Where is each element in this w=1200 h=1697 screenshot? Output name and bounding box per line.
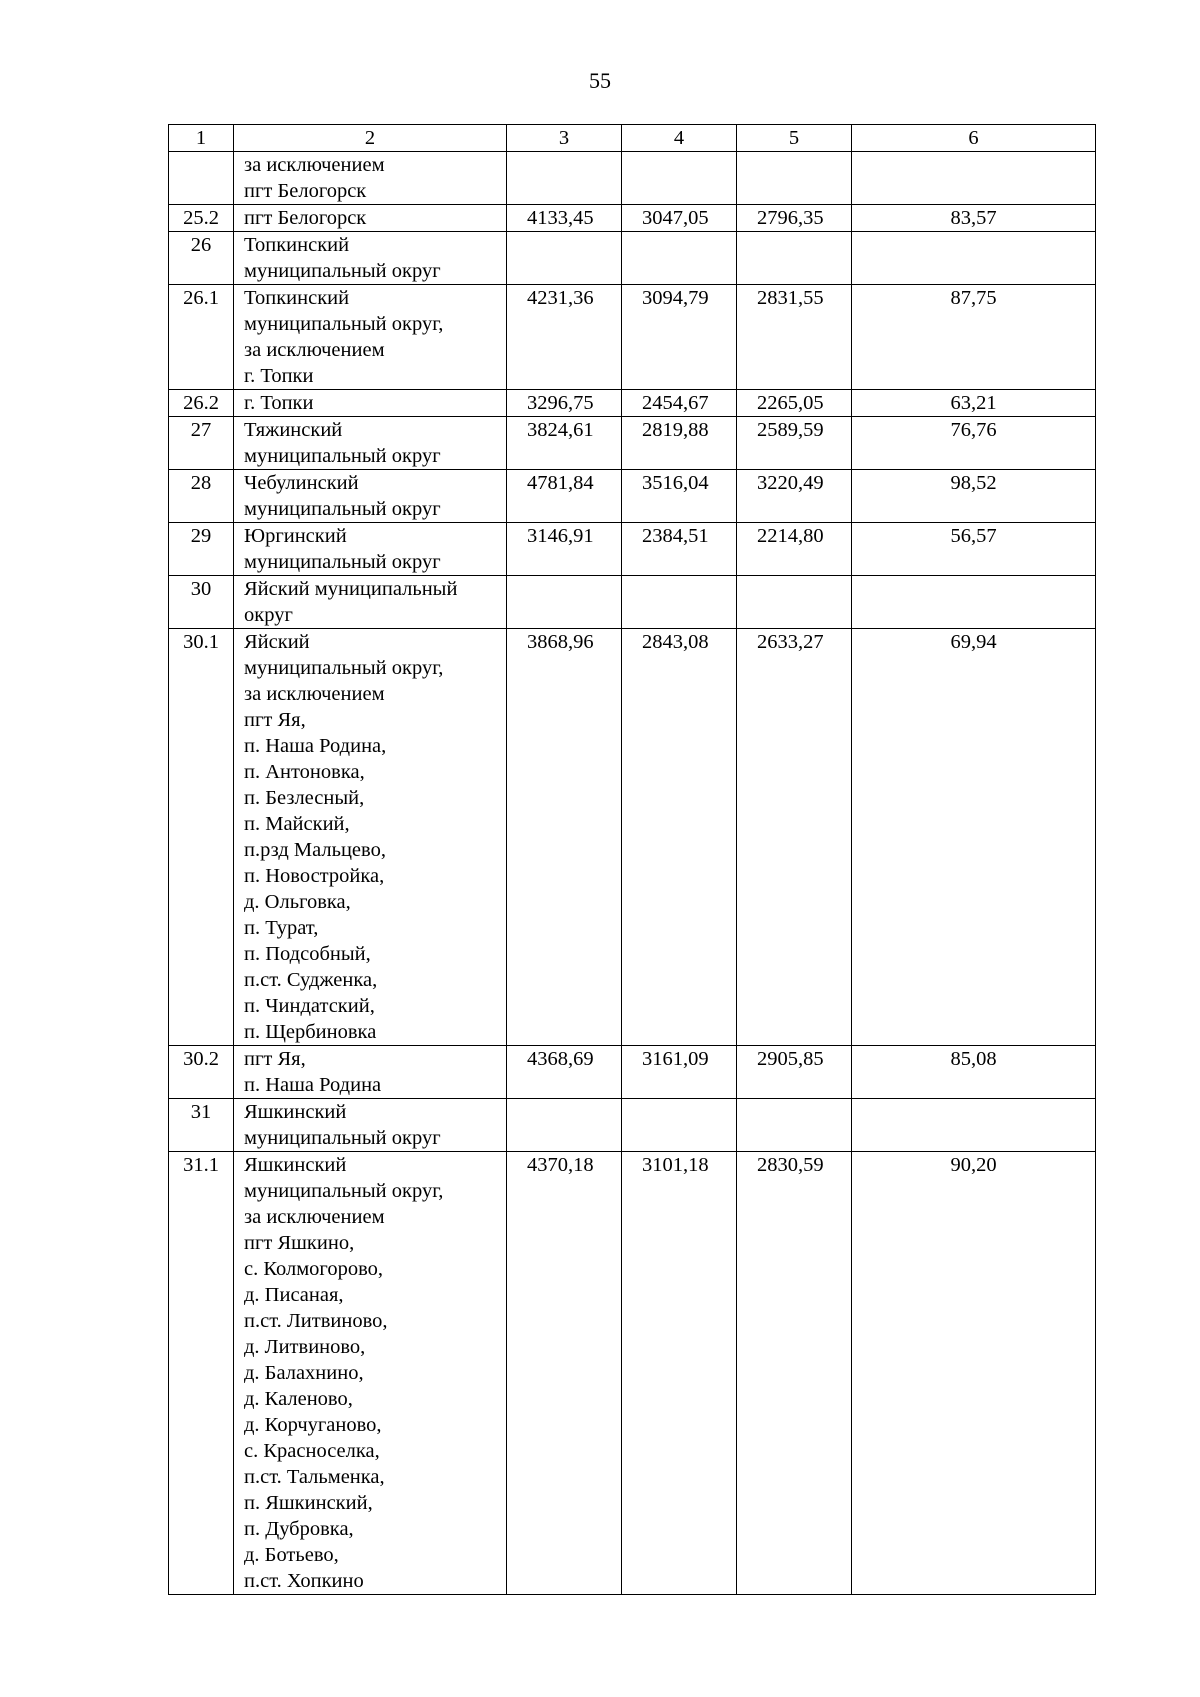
territory-name-line: п. Чиндатский, bbox=[244, 995, 375, 1017]
column-header-6: 6 bbox=[852, 125, 1096, 152]
territory-name-line: муниципальный округ bbox=[244, 445, 441, 467]
value-cell-4 bbox=[622, 1099, 737, 1152]
territory-name-cell bbox=[234, 152, 507, 205]
territory-name-line: п.рзд Мальцево, bbox=[244, 839, 386, 861]
value-cell-4: 3516,04 bbox=[622, 470, 737, 523]
territory-name-cell bbox=[234, 417, 507, 470]
value-cell-6: 69,94 bbox=[852, 629, 1096, 1046]
territory-name-line: за исключением bbox=[244, 339, 385, 361]
table-row bbox=[169, 232, 1096, 285]
territory-name-line: п. Майский, bbox=[244, 813, 350, 835]
value-cell-5: 2905,85 bbox=[737, 1046, 852, 1099]
value-cell-5: 2796,35 bbox=[737, 205, 852, 232]
territory-name-line: Топкинский bbox=[244, 234, 350, 256]
value-cell-4 bbox=[622, 152, 737, 205]
table-row bbox=[169, 390, 1096, 417]
value-cell-3: 3824,61 bbox=[507, 417, 622, 470]
territory-name-cell bbox=[234, 470, 507, 523]
row-number-cell: 26.2 bbox=[169, 390, 234, 417]
territory-name-line: п.ст. Литвиново, bbox=[244, 1310, 388, 1332]
value-cell-3 bbox=[507, 152, 622, 205]
territory-name-line: Чебулинский bbox=[244, 472, 359, 494]
territory-name-line: Топкинский bbox=[244, 287, 350, 309]
territory-name-line: пгт Белогорск bbox=[244, 180, 367, 202]
column-header-5: 5 bbox=[737, 125, 852, 152]
territory-name-line: округ bbox=[244, 604, 293, 626]
value-cell-3: 3146,91 bbox=[507, 523, 622, 576]
value-cell-3: 4781,84 bbox=[507, 470, 622, 523]
territory-name-cell bbox=[234, 205, 507, 232]
value-cell-4: 3101,18 bbox=[622, 1152, 737, 1595]
territory-name-line: за исключением bbox=[244, 683, 385, 705]
value-cell-6 bbox=[852, 1099, 1096, 1152]
territory-name-cell bbox=[234, 232, 507, 285]
value-cell-3 bbox=[507, 232, 622, 285]
value-cell-6: 76,76 bbox=[852, 417, 1096, 470]
territory-name-line: п. Наша Родина bbox=[244, 1074, 382, 1096]
column-header-1: 1 bbox=[169, 125, 234, 152]
value-cell-4: 2843,08 bbox=[622, 629, 737, 1046]
territory-name-cell bbox=[234, 576, 507, 629]
territory-name-line: Яйский bbox=[244, 631, 310, 653]
value-cell-6: 85,08 bbox=[852, 1046, 1096, 1099]
value-cell-6: 90,20 bbox=[852, 1152, 1096, 1595]
table-row bbox=[169, 152, 1096, 205]
territory-name-line: Яйский муниципальный bbox=[244, 578, 458, 600]
territory-name-line: д. Литвиново, bbox=[244, 1336, 366, 1358]
value-cell-5: 2589,59 bbox=[737, 417, 852, 470]
row-number-cell: 28 bbox=[169, 470, 234, 523]
territory-name-line: п. Щербиновка bbox=[244, 1021, 377, 1043]
table-row bbox=[169, 1099, 1096, 1152]
value-cell-6: 98,52 bbox=[852, 470, 1096, 523]
row-number-cell: 25.2 bbox=[169, 205, 234, 232]
territory-name-line: муниципальный округ, bbox=[244, 313, 444, 335]
territory-name-cell bbox=[234, 523, 507, 576]
value-cell-5: 2831,55 bbox=[737, 285, 852, 390]
column-header-4: 4 bbox=[622, 125, 737, 152]
value-cell-5 bbox=[737, 576, 852, 629]
table-row bbox=[169, 285, 1096, 390]
value-cell-3: 3296,75 bbox=[507, 390, 622, 417]
territory-name-line: муниципальный округ, bbox=[244, 657, 444, 679]
territory-name-line: д. Ольговка, bbox=[244, 891, 351, 913]
value-cell-5: 2214,80 bbox=[737, 523, 852, 576]
row-number-cell: 30.1 bbox=[169, 629, 234, 1046]
row-number-cell: 27 bbox=[169, 417, 234, 470]
territory-name-line: п. Турат, bbox=[244, 917, 319, 939]
table-row bbox=[169, 1152, 1096, 1595]
value-cell-4 bbox=[622, 232, 737, 285]
territory-name-line: п. Дубровка, bbox=[244, 1518, 354, 1540]
value-cell-5 bbox=[737, 152, 852, 205]
territory-name-line: п. Новостройка, bbox=[244, 865, 385, 887]
data-table bbox=[168, 124, 1096, 1595]
value-cell-4: 2819,88 bbox=[622, 417, 737, 470]
territory-name-cell bbox=[234, 629, 507, 1046]
territory-name-cell bbox=[234, 1099, 507, 1152]
territory-name-line: д. Каленово, bbox=[244, 1388, 353, 1410]
row-number-cell: 29 bbox=[169, 523, 234, 576]
territory-name-line: п.ст. Хопкино bbox=[244, 1570, 364, 1592]
table-body bbox=[169, 125, 1096, 1595]
territory-name-line: пгт Белогорск bbox=[244, 207, 367, 229]
value-cell-5 bbox=[737, 1099, 852, 1152]
value-cell-5: 2633,27 bbox=[737, 629, 852, 1046]
territory-name-line: Тяжинский bbox=[244, 419, 343, 441]
territory-name-line: п. Подсобный, bbox=[244, 943, 371, 965]
value-cell-6: 63,21 bbox=[852, 390, 1096, 417]
table-row bbox=[169, 1046, 1096, 1099]
territory-name-line: г. Топки bbox=[244, 365, 314, 387]
territory-name-line: п. Безлесный, bbox=[244, 787, 365, 809]
table-row bbox=[169, 629, 1096, 1046]
territory-name-line: п. Антоновка, bbox=[244, 761, 365, 783]
row-number-cell: 30.2 bbox=[169, 1046, 234, 1099]
table-row bbox=[169, 576, 1096, 629]
value-cell-3: 3868,96 bbox=[507, 629, 622, 1046]
territory-name-line: п.ст. Тальменка, bbox=[244, 1466, 385, 1488]
territory-name-line: пгт Яшкино, bbox=[244, 1232, 355, 1254]
value-cell-5: 2830,59 bbox=[737, 1152, 852, 1595]
territory-name-line: Яшкинский bbox=[244, 1101, 347, 1123]
value-cell-3 bbox=[507, 1099, 622, 1152]
territory-name-line: д. Корчуганово, bbox=[244, 1414, 382, 1436]
row-number-cell: 26.1 bbox=[169, 285, 234, 390]
territory-name-line: Юргинский bbox=[244, 525, 347, 547]
territory-name-line: с. Колмогорово, bbox=[244, 1258, 383, 1280]
value-cell-4 bbox=[622, 576, 737, 629]
territory-name-line: муниципальный округ bbox=[244, 260, 441, 282]
territory-name-cell bbox=[234, 1152, 507, 1595]
territory-name-line: д. Ботьево, bbox=[244, 1544, 339, 1566]
table-row bbox=[169, 523, 1096, 576]
territory-name-cell bbox=[234, 1046, 507, 1099]
territory-name-line: пгт Яя, bbox=[244, 1048, 306, 1070]
territory-name-line: пгт Яя, bbox=[244, 709, 306, 731]
territory-name-line: муниципальный округ bbox=[244, 551, 441, 573]
territory-name-line: п. Наша Родина, bbox=[244, 735, 387, 757]
value-cell-3: 4370,18 bbox=[507, 1152, 622, 1595]
territory-name-line: п.ст. Судженка, bbox=[244, 969, 378, 991]
value-cell-4: 3161,09 bbox=[622, 1046, 737, 1099]
value-cell-5: 2265,05 bbox=[737, 390, 852, 417]
territory-name-line: муниципальный округ bbox=[244, 498, 441, 520]
table-row bbox=[169, 470, 1096, 523]
row-number-cell: 30 bbox=[169, 576, 234, 629]
row-number-cell bbox=[169, 152, 234, 205]
value-cell-6 bbox=[852, 576, 1096, 629]
territory-name-cell bbox=[234, 390, 507, 417]
value-cell-6: 56,57 bbox=[852, 523, 1096, 576]
table-header-row bbox=[169, 125, 1096, 152]
territory-name-line: муниципальный округ bbox=[244, 1127, 441, 1149]
value-cell-3: 4231,36 bbox=[507, 285, 622, 390]
row-number-cell: 31.1 bbox=[169, 1152, 234, 1595]
column-header-2: 2 bbox=[234, 125, 507, 152]
value-cell-6: 83,57 bbox=[852, 205, 1096, 232]
value-cell-6 bbox=[852, 232, 1096, 285]
value-cell-5 bbox=[737, 232, 852, 285]
value-cell-4: 2454,67 bbox=[622, 390, 737, 417]
value-cell-4: 3094,79 bbox=[622, 285, 737, 390]
page-number: 55 bbox=[589, 68, 611, 93]
row-number-cell: 26 bbox=[169, 232, 234, 285]
table-row bbox=[169, 205, 1096, 232]
value-cell-3: 4368,69 bbox=[507, 1046, 622, 1099]
territory-name-line: д. Балахнино, bbox=[244, 1362, 364, 1384]
value-cell-3: 4133,45 bbox=[507, 205, 622, 232]
value-cell-6: 87,75 bbox=[852, 285, 1096, 390]
value-cell-4: 2384,51 bbox=[622, 523, 737, 576]
territory-name-line: за исключением bbox=[244, 154, 385, 176]
territory-name-line: г. Топки bbox=[244, 392, 314, 414]
table-row bbox=[169, 417, 1096, 470]
value-cell-5: 3220,49 bbox=[737, 470, 852, 523]
territory-name-line: муниципальный округ, bbox=[244, 1180, 444, 1202]
territory-name-cell bbox=[234, 285, 507, 390]
column-header-3: 3 bbox=[507, 125, 622, 152]
value-cell-4: 3047,05 bbox=[622, 205, 737, 232]
row-number-cell: 31 bbox=[169, 1099, 234, 1152]
territory-name-line: д. Писаная, bbox=[244, 1284, 344, 1306]
territory-name-line: Яшкинский bbox=[244, 1154, 347, 1176]
territory-name-line: за исключением bbox=[244, 1206, 385, 1228]
territory-name-line: с. Красноселка, bbox=[244, 1440, 380, 1462]
territory-name-line: п. Яшкинский, bbox=[244, 1492, 373, 1514]
value-cell-3 bbox=[507, 576, 622, 629]
value-cell-6 bbox=[852, 152, 1096, 205]
